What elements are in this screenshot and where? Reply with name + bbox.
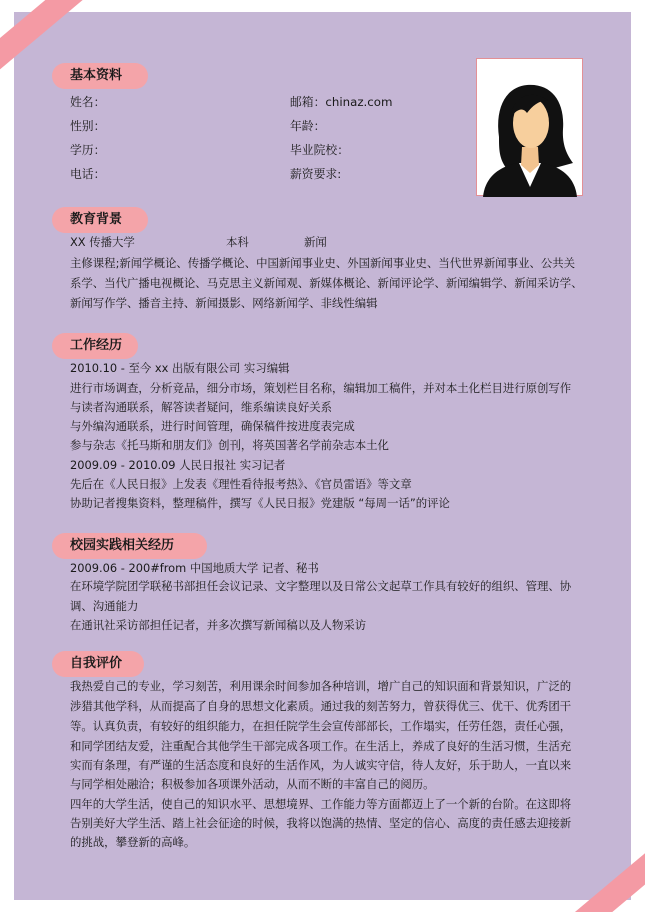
field-age: 年龄： <box>290 119 326 133</box>
section-title-work: 工作经历 <box>52 333 138 359</box>
work-line: 与读者沟通联系，解答读者疑问，维系编读良好关系 <box>70 400 332 414</box>
field-email: 邮箱：chinaz.com <box>290 95 393 109</box>
work-line: 先后在《人民日报》上发表《理性看待报考热》、《官员雷语》等文章 <box>70 477 412 491</box>
field-graduate-school: 毕业院校： <box>290 143 349 157</box>
work-line: 2009.09 - 2010.09 人民日报社 实习记者 <box>70 458 286 472</box>
campus-line: 2009.06 - 200#from 中国地质大学 记者、秘书 <box>70 561 319 575</box>
self-evaluation-line: 告别美好大学生活、踏上社会征途的时候，我将以饱满的热情、坚定的信心、高度的责任感去迎接新 <box>70 816 572 830</box>
field-name: 姓名： <box>70 95 106 109</box>
field-gender: 性别： <box>70 119 106 133</box>
campus-line: 在通讯社采访部担任记者，并多次撰写新闻稿以及人物采访 <box>70 618 367 632</box>
self-evaluation-line: 等。认真负责，有较好的组织能力，在担任院学生会宣传部部长，工作塌实，任劳任怨，责任心强， <box>70 719 572 733</box>
section-title-campus: 校园实践相关经历 <box>52 533 207 559</box>
self-evaluation-line: 与同学相处融洽；积极参加各项课外活动，从而不断的丰富自己的阅历。 <box>70 777 435 791</box>
section-title-education: 教育背景 <box>52 207 148 233</box>
field-education-level: 学历： <box>70 143 106 157</box>
education-line: 新闻写作学、播音主持、新闻摄影、网络新闻学、非线性编辑 <box>70 296 378 310</box>
work-line: 参与杂志《托马斯和朋友们》创刊，将英国著名学前杂志本土化 <box>70 438 389 452</box>
field-phone: 电话： <box>70 167 106 181</box>
education-degree: 本科 <box>226 235 249 249</box>
self-evaluation-line: 四年的大学生活，使自己的知识水平、思想境界、工作能力等方面都迈上了一个新的台阶。在这即将 <box>70 797 572 811</box>
field-salary-expectation: 薪资要求: <box>290 167 342 181</box>
work-line: 与外编沟通联系，进行时间管理，确保稿件按进度表完成 <box>70 419 355 433</box>
work-line: 协助记者搜集资料，整理稿件，撰写《人民日报》党建版 “每周一话”的评论 <box>70 496 450 510</box>
education-school: XX 传播大学 <box>70 235 135 249</box>
section-title-basic: 基本资料 <box>52 63 148 89</box>
section-title-self-evaluation: 自我评价 <box>52 651 144 677</box>
work-line: 2010.10 - 至今 xx 出版有限公司 实习编辑 <box>70 361 290 375</box>
campus-line: 调、沟通能力 <box>70 599 139 613</box>
self-evaluation-line: 实而有条理，有严谨的生活态度和良好的生活作风，为人诚实守信，待人友好，乐于助人，一直以来 <box>70 758 572 772</box>
campus-line: 在环境学院团学联秘书部担任会议记录、文字整理以及日常公文起草工作具有较好的组织、管理、协 <box>70 579 572 593</box>
education-major: 新闻 <box>304 235 327 249</box>
self-evaluation-line: 的挑战，攀登新的高峰。 <box>70 835 196 849</box>
avatar-woman-icon <box>477 59 584 197</box>
self-evaluation-line: 我热爱自己的专业，学习刻苦，利用课余时间参加各种培训，增广自己的知识面和背景知识，广泛的 <box>70 679 572 693</box>
education-line: 系学、当代广播电视概论、马克思主义新闻观、新媒体概论、新闻评论学、新闻编辑学、新闻采访学、 <box>70 276 583 290</box>
self-evaluation-line: 涉猎其他学科，从而提高了自身的思想文化素质。通过我的刻苦努力，曾获得优三、优干、优秀团干 <box>70 699 572 713</box>
photo-frame <box>476 58 583 196</box>
self-evaluation-line: 和同学团结友爱，注重配合其他学生干部完成各项工作。在生活上，养成了良好的生活习惯，生活充 <box>70 739 572 753</box>
work-line: 进行市场调查，分析竞品，细分市场，策划栏目名称，编辑加工稿件，并对本土化栏目进行原创写作 <box>70 381 572 395</box>
education-line: 主修课程;新闻学概论、传播学概论、中国新闻事业史、外国新闻事业史、当代世界新闻事业、公共关 <box>70 256 576 270</box>
